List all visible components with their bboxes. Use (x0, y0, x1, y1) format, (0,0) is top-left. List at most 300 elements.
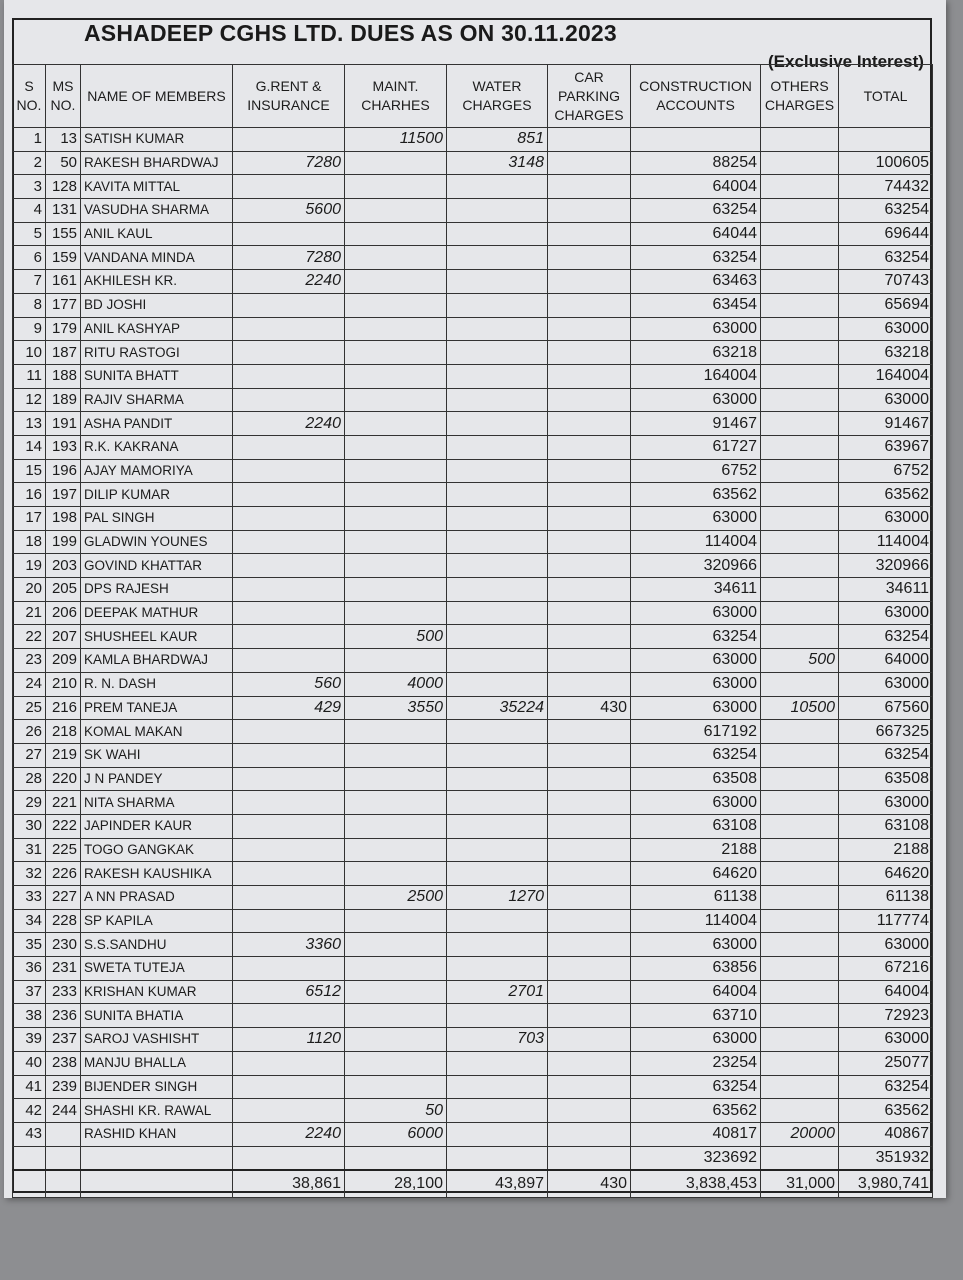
row-sno: 33 (13, 886, 46, 910)
row-maint (345, 388, 447, 412)
row-car-parking (548, 578, 631, 602)
row-total: 2188 (839, 838, 933, 862)
row-total: 67216 (839, 957, 933, 981)
row-maint (345, 270, 447, 294)
row-total: 65694 (839, 293, 933, 317)
row-member-name: PREM TANEJA (81, 696, 233, 720)
table-row (13, 814, 933, 838)
table-body (13, 128, 933, 1171)
row-member-name: JAPINDER KAUR (81, 814, 233, 838)
row-others (761, 483, 839, 507)
row-maint (345, 317, 447, 341)
row-grent (233, 341, 345, 365)
row-sno: 28 (13, 767, 46, 791)
row-grent (233, 554, 345, 578)
row-maint (345, 435, 447, 459)
row-others (761, 554, 839, 578)
row-car-parking (548, 530, 631, 554)
table-row (13, 1004, 933, 1028)
row-ms-no: 177 (46, 293, 81, 317)
row-sno: 24 (13, 672, 46, 696)
row-member-name: SWETA TUTEJA (81, 957, 233, 981)
row-total: 64620 (839, 862, 933, 886)
row-water (447, 814, 548, 838)
row-others (761, 1051, 839, 1075)
table-row (13, 554, 933, 578)
row-ms-no: 231 (46, 957, 81, 981)
row-maint (345, 1146, 447, 1170)
table-row (13, 483, 933, 507)
totals-blank (46, 1170, 81, 1198)
row-member-name: SATISH KUMAR (81, 128, 233, 152)
row-car-parking (548, 957, 631, 981)
row-construction: 63856 (631, 957, 761, 981)
row-water (447, 791, 548, 815)
row-water (447, 483, 548, 507)
row-sno: 41 (13, 1075, 46, 1099)
row-construction: 114004 (631, 909, 761, 933)
row-water (447, 199, 548, 223)
row-ms-no: 209 (46, 649, 81, 673)
table-row (13, 293, 933, 317)
row-construction: 63254 (631, 1075, 761, 1099)
row-construction: 323692 (631, 1146, 761, 1170)
row-maint (345, 364, 447, 388)
row-ms-no: 239 (46, 1075, 81, 1099)
row-ms-no: 210 (46, 672, 81, 696)
totals-blank (13, 1170, 46, 1198)
row-maint: 3550 (345, 696, 447, 720)
row-total: 351932 (839, 1146, 933, 1170)
row-construction: 63000 (631, 1028, 761, 1052)
header-water: WATER CHARGES (447, 65, 548, 128)
row-sno: 16 (13, 483, 46, 507)
row-member-name: VANDANA MINDA (81, 246, 233, 270)
row-maint (345, 412, 447, 436)
dues-table (12, 64, 933, 1198)
row-sno: 13 (13, 412, 46, 436)
row-water: 2701 (447, 980, 548, 1004)
row-sno: 43 (13, 1122, 46, 1146)
row-sno: 1 (13, 128, 46, 152)
row-grent: 1120 (233, 1028, 345, 1052)
row-sno: 8 (13, 293, 46, 317)
row-ms-no: 189 (46, 388, 81, 412)
row-maint (345, 530, 447, 554)
row-car-parking (548, 767, 631, 791)
row-total: 6752 (839, 459, 933, 483)
row-member-name: RITU RASTOGI (81, 341, 233, 365)
row-water (447, 246, 548, 270)
row-sno: 40 (13, 1051, 46, 1075)
row-water (447, 1099, 548, 1123)
row-grent (233, 317, 345, 341)
row-total: 100605 (839, 151, 933, 175)
row-car-parking (548, 601, 631, 625)
row-others (761, 435, 839, 459)
row-maint (345, 601, 447, 625)
row-others (761, 388, 839, 412)
row-sno: 14 (13, 435, 46, 459)
row-water (447, 933, 548, 957)
row-car-parking (548, 317, 631, 341)
row-total: 320966 (839, 554, 933, 578)
row-grent (233, 649, 345, 673)
row-car-parking (548, 246, 631, 270)
row-grent (233, 909, 345, 933)
header-sno: S NO. (13, 65, 46, 128)
row-grent (233, 293, 345, 317)
row-sno: 26 (13, 720, 46, 744)
row-others (761, 246, 839, 270)
row-total: 63562 (839, 483, 933, 507)
row-water (447, 720, 548, 744)
row-grent (233, 886, 345, 910)
row-sno: 18 (13, 530, 46, 554)
row-car-parking (548, 980, 631, 1004)
row-car-parking (548, 1146, 631, 1170)
row-construction: 63454 (631, 293, 761, 317)
row-total: 74432 (839, 175, 933, 199)
row-member-name: AJAY MAMORIYA (81, 459, 233, 483)
row-others (761, 412, 839, 436)
row-water (447, 767, 548, 791)
row-sno: 21 (13, 601, 46, 625)
row-grent (233, 1004, 345, 1028)
row-car-parking (548, 720, 631, 744)
row-construction: 63254 (631, 625, 761, 649)
row-maint: 11500 (345, 128, 447, 152)
row-sno: 10 (13, 341, 46, 365)
row-grent (233, 1075, 345, 1099)
row-ms-no: 220 (46, 767, 81, 791)
row-water (447, 1075, 548, 1099)
row-ms-no: 207 (46, 625, 81, 649)
table-footer (13, 1170, 933, 1198)
row-water (447, 293, 548, 317)
row-construction: 63000 (631, 791, 761, 815)
row-total: 63218 (839, 341, 933, 365)
row-total: 61138 (839, 886, 933, 910)
row-grent: 560 (233, 672, 345, 696)
row-car-parking (548, 293, 631, 317)
header-name: NAME OF MEMBERS (81, 65, 233, 128)
row-others (761, 364, 839, 388)
row-grent (233, 767, 345, 791)
row-construction: 64044 (631, 222, 761, 246)
row-maint (345, 459, 447, 483)
row-construction: 63000 (631, 601, 761, 625)
row-ms-no: 206 (46, 601, 81, 625)
row-sno: 37 (13, 980, 46, 1004)
header-others: OTHERS CHARGES (761, 65, 839, 128)
row-others (761, 909, 839, 933)
row-others (761, 672, 839, 696)
total-total: 3,980,741 (839, 1170, 933, 1198)
header-construction: CONSTRUCTION ACCOUNTS (631, 65, 761, 128)
row-member-name: PAL SINGH (81, 507, 233, 531)
row-sno (13, 1146, 46, 1170)
row-ms-no: 205 (46, 578, 81, 602)
row-grent (233, 222, 345, 246)
row-car-parking (548, 459, 631, 483)
row-water (447, 672, 548, 696)
row-grent (233, 578, 345, 602)
row-ms-no: 155 (46, 222, 81, 246)
row-total: 114004 (839, 530, 933, 554)
row-others (761, 625, 839, 649)
row-ms-no (46, 1122, 81, 1146)
row-car-parking (548, 862, 631, 886)
table-row (13, 720, 933, 744)
row-ms-no: 238 (46, 1051, 81, 1075)
row-car-parking (548, 625, 631, 649)
row-ms-no: 219 (46, 743, 81, 767)
row-total: 63000 (839, 672, 933, 696)
row-ms-no: 179 (46, 317, 81, 341)
row-ms-no: 197 (46, 483, 81, 507)
row-water (447, 838, 548, 862)
table-row (13, 507, 933, 531)
row-total: 70743 (839, 270, 933, 294)
header-ms-no: MS NO. (46, 65, 81, 128)
row-car-parking (548, 838, 631, 862)
row-sno: 34 (13, 909, 46, 933)
table-row (13, 909, 933, 933)
row-car-parking (548, 483, 631, 507)
row-total: 63254 (839, 743, 933, 767)
row-car-parking (548, 270, 631, 294)
row-sno: 35 (13, 933, 46, 957)
row-ms-no: 244 (46, 1099, 81, 1123)
row-car-parking (548, 743, 631, 767)
row-construction: 114004 (631, 530, 761, 554)
row-others (761, 175, 839, 199)
row-member-name: SAROJ VASHISHT (81, 1028, 233, 1052)
row-others (761, 980, 839, 1004)
row-water (447, 1146, 548, 1170)
row-sno: 19 (13, 554, 46, 578)
row-maint (345, 151, 447, 175)
row-car-parking (548, 1004, 631, 1028)
table-row (13, 957, 933, 981)
row-maint: 6000 (345, 1122, 447, 1146)
row-grent (233, 1051, 345, 1075)
row-construction: 63562 (631, 483, 761, 507)
row-member-name: A NN PRASAD (81, 886, 233, 910)
row-sno: 11 (13, 364, 46, 388)
row-maint (345, 649, 447, 673)
row-maint (345, 743, 447, 767)
row-others (761, 720, 839, 744)
row-water (447, 364, 548, 388)
total-others: 31,000 (761, 1170, 839, 1198)
row-sno: 20 (13, 578, 46, 602)
row-sno: 17 (13, 507, 46, 531)
row-grent: 2240 (233, 412, 345, 436)
row-others (761, 128, 839, 152)
row-total: 63508 (839, 767, 933, 791)
table-row (13, 459, 933, 483)
row-ms-no: 225 (46, 838, 81, 862)
row-construction: 64004 (631, 980, 761, 1004)
row-member-name: SHASHI KR. RAWAL (81, 1099, 233, 1123)
row-water (447, 649, 548, 673)
row-maint (345, 578, 447, 602)
row-maint (345, 1028, 447, 1052)
table-row (13, 838, 933, 862)
row-member-name: MANJU BHALLA (81, 1051, 233, 1075)
row-water (447, 507, 548, 531)
row-ms-no (46, 1146, 81, 1170)
row-ms-no: 203 (46, 554, 81, 578)
row-ms-no: 199 (46, 530, 81, 554)
row-construction: 63000 (631, 672, 761, 696)
row-member-name: KAVITA MITTAL (81, 175, 233, 199)
row-sno: 30 (13, 814, 46, 838)
row-ms-no: 221 (46, 791, 81, 815)
row-grent (233, 720, 345, 744)
row-grent (233, 530, 345, 554)
row-total: 64004 (839, 980, 933, 1004)
table-row (13, 341, 933, 365)
row-others: 500 (761, 649, 839, 673)
row-car-parking (548, 649, 631, 673)
row-car-parking (548, 554, 631, 578)
row-ms-no: 218 (46, 720, 81, 744)
row-sno: 3 (13, 175, 46, 199)
row-ms-no: 196 (46, 459, 81, 483)
row-grent (233, 364, 345, 388)
row-grent (233, 175, 345, 199)
row-member-name: KOMAL MAKAN (81, 720, 233, 744)
totals-blank (81, 1170, 233, 1198)
row-total: 40867 (839, 1122, 933, 1146)
row-construction: 63710 (631, 1004, 761, 1028)
row-construction: 61727 (631, 435, 761, 459)
row-construction: 61138 (631, 886, 761, 910)
row-water (447, 175, 548, 199)
table-row (13, 601, 933, 625)
row-others (761, 767, 839, 791)
table-row (13, 128, 933, 152)
row-construction: 34611 (631, 578, 761, 602)
row-member-name: GLADWIN YOUNES (81, 530, 233, 554)
row-sno: 9 (13, 317, 46, 341)
row-construction: 63463 (631, 270, 761, 294)
row-car-parking: 430 (548, 696, 631, 720)
row-member-name: KRISHAN KUMAR (81, 980, 233, 1004)
row-others (761, 578, 839, 602)
row-others (761, 743, 839, 767)
row-others (761, 957, 839, 981)
row-member-name: GOVIND KHATTAR (81, 554, 233, 578)
row-maint (345, 791, 447, 815)
row-sno: 23 (13, 649, 46, 673)
total-grent: 38,861 (233, 1170, 345, 1198)
row-member-name: ANIL KASHYAP (81, 317, 233, 341)
row-grent (233, 459, 345, 483)
row-total: 67560 (839, 696, 933, 720)
table-row (13, 743, 933, 767)
row-maint: 2500 (345, 886, 447, 910)
row-maint (345, 1075, 447, 1099)
row-member-name: VASUDHA SHARMA (81, 199, 233, 223)
row-others (761, 199, 839, 223)
row-ms-no: 222 (46, 814, 81, 838)
row-others (761, 151, 839, 175)
row-grent: 2240 (233, 270, 345, 294)
row-water (447, 388, 548, 412)
row-maint (345, 175, 447, 199)
row-water (447, 601, 548, 625)
row-water: 703 (447, 1028, 548, 1052)
row-others (761, 222, 839, 246)
row-total: 63254 (839, 199, 933, 223)
row-ms-no: 226 (46, 862, 81, 886)
row-sno: 31 (13, 838, 46, 862)
row-sno: 15 (13, 459, 46, 483)
row-maint (345, 1004, 447, 1028)
row-ms-no: 50 (46, 151, 81, 175)
row-maint (345, 293, 447, 317)
row-ms-no: 187 (46, 341, 81, 365)
row-construction: 63000 (631, 696, 761, 720)
row-ms-no: 236 (46, 1004, 81, 1028)
row-total: 34611 (839, 578, 933, 602)
row-water (447, 435, 548, 459)
row-grent (233, 957, 345, 981)
row-total: 63254 (839, 1075, 933, 1099)
table-row (13, 980, 933, 1004)
table-row (13, 151, 933, 175)
row-sno: 32 (13, 862, 46, 886)
row-water (447, 625, 548, 649)
row-ms-no: 216 (46, 696, 81, 720)
table-row (13, 1122, 933, 1146)
table-header (13, 65, 933, 128)
row-others (761, 886, 839, 910)
row-grent (233, 601, 345, 625)
table-row (13, 933, 933, 957)
row-grent (233, 507, 345, 531)
row-water (447, 459, 548, 483)
row-member-name: BD JOSHI (81, 293, 233, 317)
row-others (761, 1004, 839, 1028)
total-maint: 28,100 (345, 1170, 447, 1198)
row-others (761, 862, 839, 886)
row-grent (233, 743, 345, 767)
row-grent (233, 1146, 345, 1170)
row-construction: 63218 (631, 341, 761, 365)
table-row (13, 1051, 933, 1075)
row-car-parking (548, 1099, 631, 1123)
row-member-name: RASHID KHAN (81, 1122, 233, 1146)
row-member-name: RAJIV SHARMA (81, 388, 233, 412)
row-construction: 91467 (631, 412, 761, 436)
row-grent: 3360 (233, 933, 345, 957)
row-total: 63000 (839, 507, 933, 531)
row-car-parking (548, 151, 631, 175)
row-water (447, 578, 548, 602)
row-car-parking (548, 435, 631, 459)
header-grent: G.RENT & INSURANCE (233, 65, 345, 128)
row-car-parking (548, 199, 631, 223)
row-others (761, 814, 839, 838)
row-member-name: SK WAHI (81, 743, 233, 767)
row-member-name: S.S.SANDHU (81, 933, 233, 957)
row-others (761, 838, 839, 862)
